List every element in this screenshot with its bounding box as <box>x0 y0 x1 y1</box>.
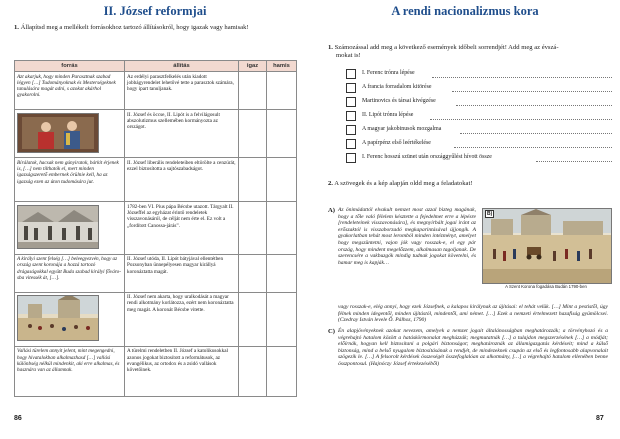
false-cell[interactable] <box>267 292 297 346</box>
claim-text: II. József liberális rendeleteiben eltörölte a cenzúrát, ezzel biztosította a sajtószabadságot. <box>125 158 239 202</box>
text-C: Én alapjövényeknek azokat nevezem, amelyek a nemzet jogait általánosságban meghatározzák; a törvényhozó és a végrehajtó hatalom között a hatáskörmonalat meghúzzák; megmutatnák […] a tulajdon megszerzésének […] a módját; előírnák, hogyan kell biztosítani a polgári biztonságot; meghatároznák az államigazgatás kérdéseit; mind a külső biztonság, mind a belső nyugalom biztosításának a rendjét, de mindezeknek csupán az első és legfontosabb alapvonalait szögezik le. […] A felsorolt kérdések összeségét összefoglalóan az alkotmány, […] a végrehajtó hatalom ellenében benne összpontosul. (Hajnóczy József értekezéséből) <box>338 328 608 367</box>
false-cell[interactable] <box>267 158 297 202</box>
true-cell[interactable] <box>239 254 267 292</box>
table-row <box>15 110 297 158</box>
header-source: forrás <box>15 61 125 72</box>
order-checkbox[interactable] <box>346 153 356 163</box>
task-number: 1. <box>328 44 333 51</box>
source-image-cell <box>15 110 125 158</box>
order-checkbox[interactable] <box>346 97 356 107</box>
source-text: Bírálatok, hacsak nem gúnyiratok, bárkit érjenek is, […] nem tilthatók el, mert minden igazságszerető embernek örülnie kell, ha az igazság ezen az úton tudomására jut. <box>15 158 125 202</box>
crown-reception-illustration <box>483 209 611 283</box>
portrait-painting-image <box>17 113 99 153</box>
false-cell[interactable] <box>267 254 297 292</box>
true-cell[interactable] <box>239 202 267 254</box>
right-page <box>310 0 620 439</box>
false-cell[interactable] <box>267 202 297 254</box>
table-row <box>15 158 297 202</box>
table-row <box>15 72 297 110</box>
table-row <box>15 202 297 254</box>
engraving-image <box>17 205 99 249</box>
task-1-right <box>328 44 610 61</box>
claim-text: A türelmi rendeletben II. József a katolikusokkal azonos jogokat biztosított a reformátusok, az evangélikus, az ortodox és a zsidó vallások követőinek. <box>125 346 239 396</box>
label-C: C) <box>328 328 335 335</box>
source-image-cell <box>15 292 125 346</box>
claim-text: 1782-ben VI. Pius pápa Bécsbe utazott. Tárgyalt II. Józseffel az egyházat érintő rendeletek visszavonásáról, de célját nem érte el. Ez volt a „fordított Canossa-járás”. <box>125 202 239 254</box>
header-false: hamis <box>267 61 297 72</box>
true-cell[interactable] <box>239 292 267 346</box>
true-cell[interactable] <box>239 72 267 110</box>
table-row <box>15 292 297 346</box>
task-text: A szövegek és a kép alapján oldd meg a feladatokat! <box>334 180 473 187</box>
answer-line[interactable] <box>430 119 612 120</box>
answer-line[interactable] <box>452 91 612 92</box>
source-text: A királyi szent felség […] beleegyezvén, hogy az ország szent koronája a hozzá tartozó drágaságokkal együtt Buda szabad királyi fővárosba vitessék át, […]. <box>15 254 125 292</box>
page-number-right: 87 <box>596 415 604 422</box>
label-A: A) <box>328 207 335 214</box>
label-B: B) <box>487 211 493 217</box>
header-true: igaz <box>239 61 267 72</box>
header-claim: állítás <box>125 61 239 72</box>
figure-caption: A Szent Korona fogadása Budán 1790-ben <box>505 284 587 289</box>
order-checkbox[interactable] <box>346 69 356 79</box>
task-2-right <box>328 180 610 188</box>
true-cell[interactable] <box>239 346 267 396</box>
true-false-table <box>14 60 297 397</box>
task-text-cont: mokat is! <box>336 52 361 60</box>
task-number: 1. <box>14 24 19 31</box>
event-label: I. Ferenc hosszú szünet után országgyűlést hívott össze <box>362 153 492 160</box>
source-text: Vallási türelem annyit jelent, mint megengedni, hogy hivatalokban alkalmazhasd […] vallási különbség nélkül mindenkit, aki erre alkalmas, és hasznára van az államnak. <box>15 346 125 396</box>
true-cell[interactable] <box>239 158 267 202</box>
claim-text: II. József és öccse, II. Lipót is a felvilágosult abszolutizmus szellemében kormányozta az országot. <box>125 110 239 158</box>
coronation-procession-image <box>17 295 99 341</box>
false-cell[interactable] <box>267 110 297 158</box>
text-A-continued: vagy rosszak-e, elég annyi, hogy ezek Józsefnek, a kalapos királynak az újításai: el tehát velük. […] Mint a pestistől, úgy félnek minden idegentől, minden újítástól, mindentől, ami német. […] Ezek a nemzeti értelmezett hazafiság gyümölcsei. (Czedray István levele Ő. Pálhoz, 1790) <box>338 304 608 324</box>
order-checkbox[interactable] <box>346 125 356 135</box>
answer-line[interactable] <box>456 105 612 106</box>
answer-line[interactable] <box>536 161 612 162</box>
claim-text: II. József utóda, II. Lipót bátyjával ellentétben Pozsonyban ünnepélyesen magyar királlyá koronáztatta magát. <box>125 254 239 292</box>
order-checkbox[interactable] <box>346 83 356 93</box>
event-label: II. Lipót trónra lépése <box>362 111 414 118</box>
text-A: Az önimádattól elvakult nemzet most azzal bizteg magának, hogy a tőle való félelem késztette a fejedelmet erre a lépésre [rendeleteinek visszavonására], és megnyírbált jogai iránt az erőszaktól is visszaborzadó megkaparintásával újjongik. A gyakorlatban tehát most leromból minden intézményt, amelyet hogy megszüntetni, vajon jók vagy rosszak-e, el egy pár ország, hogy mindent megelőzzem, alkalmasan tagoljanak. De szerencsére a vakbuzgók mindig tudnak jogokat követelni, és hamar meg is kapják… <box>338 207 476 266</box>
task-text: Állapítsd meg a mellékelt forrásokhoz tartozó állításokról, hogy igazak vagy hamisak! <box>20 24 249 31</box>
event-label: A francia forradalom kitörése <box>362 83 432 90</box>
true-cell[interactable] <box>239 110 267 158</box>
task-1-left <box>14 24 298 32</box>
answer-line[interactable] <box>460 133 612 134</box>
answer-line[interactable] <box>454 147 612 148</box>
coronation-figure <box>482 208 612 284</box>
page-number-left: 86 <box>14 415 22 422</box>
event-label: A papírpénz első leértékelése <box>362 139 431 146</box>
source-image-cell <box>15 202 125 254</box>
answer-line[interactable] <box>432 77 612 78</box>
claim-text: Az erdélyi parasztfelkelés után kiadott jobbágyrendelet lehetővé tette a parasztok számára, hogy ipart tanuljanak. <box>125 72 239 110</box>
task-text: Számozással add meg a következő események időbeli sorrendjét! Add meg az évszá- <box>334 44 559 51</box>
order-checkbox[interactable] <box>346 111 356 121</box>
event-label: I. Ferenc trónra lépése <box>362 69 415 76</box>
event-label: Martinovics és társai kivégzése <box>362 97 436 104</box>
table-row <box>15 254 297 292</box>
page-title-right: A rendi nacionalizmus kora <box>391 4 539 18</box>
source-text: Azt akarjuk, hogy minden Parasztnak szabad légyen […] Tudományoknak és Mesterségeknek tanulására magát adni, s azokat akárhol gyakorolni. <box>15 72 125 110</box>
event-label: A magyar jakobinusok mozgalma <box>362 125 442 132</box>
order-checkbox[interactable] <box>346 139 356 149</box>
table-row <box>15 346 297 396</box>
false-cell[interactable] <box>267 72 297 110</box>
false-cell[interactable] <box>267 346 297 396</box>
claim-text: II. József nem akarta, hogy uralkodását a magyar rendi alkotmány korlátozza, ezért nem koronáztatta meg magát. A koronát Bécsbe vitette. <box>125 292 239 346</box>
task-number: 2. <box>328 180 333 187</box>
page-title-left: II. József reformjai <box>103 4 207 18</box>
